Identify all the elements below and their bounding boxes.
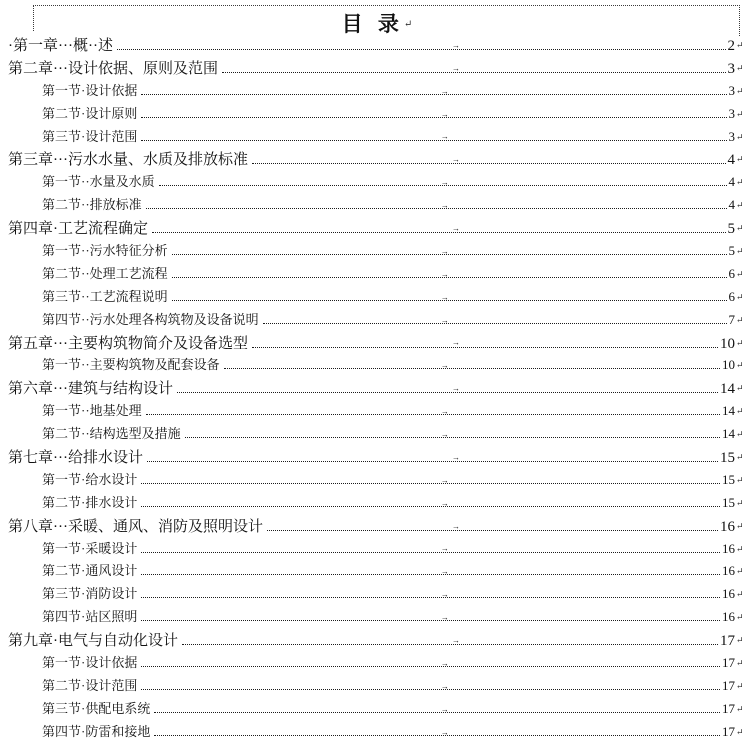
toc-entry-label: 第一节··水量及水质 [42,174,155,190]
paragraph-mark-icon: ↵ [736,612,744,623]
dot-leader [141,620,720,621]
toc-entry-label: 第四节·站区照明 [42,609,138,625]
dot-leader [146,208,727,209]
paragraph-mark-icon: ↵ [736,200,744,211]
toc-entry-label: 第二节··排放标准 [42,197,142,213]
toc-entry[interactable] [8,194,748,217]
toc-entry-label: 第一节·给水设计 [42,471,138,487]
toc-entry[interactable] [8,354,748,377]
dot-leader [252,163,726,164]
toc-entry-page: 17 [722,677,735,693]
tab-mark-icon: → [440,727,449,737]
paragraph-mark-icon: ↵ [736,154,744,165]
paragraph-mark-icon: ↵ [736,566,744,577]
toc-entry-page: 3 [728,82,735,98]
toc-entry-page: 16 [720,518,735,535]
dot-leader [185,437,720,438]
toc-entry-label: 第七章···给排水设计 [8,450,143,467]
paragraph-mark-icon: ↵ [736,726,744,737]
toc-entry-page: 4 [728,174,735,190]
dot-leader [152,232,726,233]
toc-entry-page: 7 [728,311,735,327]
toc-entry[interactable] [8,240,748,263]
paragraph-mark-icon: ↵ [736,451,744,462]
toc-entry[interactable] [8,103,748,126]
paragraph-mark-icon: ↵ [736,703,744,714]
toc-entry[interactable] [8,423,748,446]
toc-entry-label: 第三节··工艺流程说明 [42,288,168,304]
paragraph-mark-icon: ↵ [736,680,744,691]
toc-entry-label: 第九章·电气与自动化设计 [8,633,178,650]
paragraph-mark-icon: ↵ [736,177,744,188]
toc-entry-page: 17 [722,700,735,716]
paragraph-mark-icon: ↵ [736,62,744,73]
toc-entry[interactable] [8,515,748,538]
toc-entry[interactable] [8,80,748,103]
paragraph-mark-icon: ↵ [736,291,744,302]
tab-mark-icon: → [440,498,449,508]
paragraph-mark-icon: ↵ [736,245,744,256]
toc-entry-label: 第一节··地基处理 [42,403,142,419]
toc-entry-page: 10 [720,335,735,352]
dot-leader [141,666,720,667]
dot-leader [141,140,726,141]
dot-leader [141,483,720,484]
tab-mark-icon: → [440,475,449,485]
toc-entry-page: 16 [722,540,735,556]
dot-leader [172,254,727,255]
toc-entry-label: 第八章···采暖、通风、消防及照明设计 [8,518,263,535]
toc-entry-page: 16 [722,586,735,602]
dot-leader [141,689,720,690]
tab-mark-icon: → [440,178,449,188]
tab-mark-icon: → [452,40,460,50]
toc-entry-label: 第四节·防雷和接地 [42,723,151,739]
paragraph-mark-icon: ↵ [736,406,744,417]
tab-mark-icon: → [440,201,449,211]
toc-entry-page: 6 [728,265,735,281]
toc-entry[interactable] [8,721,748,744]
toc-entry-label: 第一节·采暖设计 [42,540,138,556]
tab-mark-icon: → [440,658,449,668]
toc-entry-page: 4 [728,197,735,213]
tab-mark-icon: → [440,613,449,623]
toc-entry-page: 6 [728,288,735,304]
toc-entry[interactable] [8,538,748,561]
toc-entry-page: 15 [720,450,735,467]
paragraph-mark-icon: ↵ [403,19,413,30]
toc-entry-page: 2 [727,38,735,54]
toc-entry-label: 第二节··结构选型及措施 [42,426,181,442]
toc-entry-label: 第二章···设计依据、原则及范围 [8,60,218,77]
toc-entry[interactable] [8,377,748,400]
toc-entry-label: 第二节·设计范围 [42,677,138,693]
toc-entry[interactable] [8,34,748,57]
tab-mark-icon: → [440,246,449,256]
toc-entry-page: 15 [722,494,735,510]
dot-leader [154,712,720,713]
toc-list [8,34,748,744]
dot-leader [154,735,720,736]
toc-entry-label: 第三节·消防设计 [42,586,138,602]
tab-mark-icon: → [440,86,449,96]
toc-entry[interactable] [8,606,748,629]
tab-mark-icon: → [440,430,449,440]
paragraph-mark-icon: ↵ [736,268,744,279]
toc-entry-page: 14 [722,426,735,442]
paragraph-mark-icon: ↵ [736,85,744,96]
toc-entry-label: 第一节··主要构筑物及配套设备 [42,357,220,373]
dot-leader [141,94,726,95]
dot-leader [267,530,718,531]
toc-entry[interactable] [8,126,748,149]
tab-mark-icon: → [440,407,449,417]
dot-leader [182,644,718,645]
toc-entry-label: 第二节·排水设计 [42,494,138,510]
dot-leader [172,277,727,278]
tab-mark-icon: → [440,361,449,371]
toc-entry-label: 第三节·设计范围 [42,128,138,144]
toc-entry[interactable] [8,263,748,286]
dot-leader [177,392,718,393]
paragraph-mark-icon: ↵ [736,223,744,234]
dot-leader [222,72,726,73]
toc-entry-label: 第一节··污水特征分析 [42,243,168,259]
tab-mark-icon: → [440,544,449,554]
dot-leader [147,461,718,462]
toc-entry[interactable] [8,400,748,423]
toc-title: 目 录 [341,12,404,36]
toc-entry[interactable] [8,698,748,721]
toc-entry-page: 14 [722,403,735,419]
paragraph-mark-icon: ↵ [736,657,744,668]
toc-entry-label: 第一节·设计依据 [42,655,138,671]
toc-entry[interactable] [8,171,748,194]
toc-entry[interactable] [8,469,748,492]
paragraph-mark-icon: ↵ [736,543,744,554]
dot-leader [224,368,720,369]
toc-entry-page: 5 [728,243,735,259]
tab-mark-icon: → [452,636,460,646]
paragraph-mark-icon: ↵ [736,131,744,142]
toc-entry[interactable] [8,148,748,171]
tab-mark-icon: → [440,132,449,142]
toc-entry[interactable] [8,57,748,80]
tab-mark-icon: → [440,315,449,325]
tab-mark-icon: → [452,155,460,165]
toc-entry-page: 3 [728,105,735,121]
tab-mark-icon: → [440,681,449,691]
toc-entry-page: 3 [728,128,735,144]
toc-entry-label: 第三节·供配电系统 [42,700,151,716]
toc-entry-label: 第一节·设计依据 [42,82,138,98]
toc-entry-page: 10 [722,357,735,373]
toc-entry[interactable] [8,309,748,332]
toc-entry[interactable] [8,286,748,309]
toc-entry-page: 14 [720,381,735,398]
toc-entry-page: 15 [722,471,735,487]
paragraph-mark-icon: ↵ [736,108,744,119]
dot-leader [141,552,720,553]
dot-leader [141,597,720,598]
tab-mark-icon: → [440,590,449,600]
toc-entry[interactable] [8,332,748,355]
toc-entry[interactable] [8,217,748,240]
toc-entry-label: 第二节··处理工艺流程 [42,265,168,281]
paragraph-mark-icon: ↵ [736,314,744,325]
toc-entry-page: 5 [727,221,735,238]
toc-entry[interactable] [8,560,748,583]
toc-entry-label: 第三章···污水水量、水质及排放标准 [8,152,248,169]
paragraph-mark-icon: ↵ [736,520,744,531]
tab-mark-icon: → [452,338,460,348]
paragraph-mark-icon: ↵ [736,474,744,485]
toc-entry-label: 第四节··污水处理各构筑物及设备说明 [42,311,259,327]
dot-leader [141,574,720,575]
toc-entry[interactable] [8,492,748,515]
dot-leader [117,49,726,50]
toc-entry-label: 第五章···主要构筑物简介及设备选型 [8,335,248,352]
toc-entry-page: 16 [722,563,735,579]
tab-mark-icon: → [452,521,460,531]
tab-mark-icon: → [440,567,449,577]
paragraph-mark-icon: ↵ [736,383,744,394]
toc-entry[interactable] [8,675,748,698]
toc-entry-page: 17 [722,655,735,671]
tab-mark-icon: → [452,63,460,73]
text-boundary-top [33,5,740,6]
toc-entry-label: 第六章···建筑与结构设计 [8,381,173,398]
dot-leader [252,347,718,348]
toc-entry-page: 4 [727,152,735,169]
toc-entry[interactable] [8,652,748,675]
paragraph-mark-icon: ↵ [736,635,744,646]
dot-leader [141,506,720,507]
tab-mark-icon: → [440,704,449,714]
paragraph-mark-icon: ↵ [736,337,744,348]
toc-entry-page: 3 [727,60,735,77]
tab-mark-icon: → [440,292,449,302]
paragraph-mark-icon: ↵ [736,589,744,600]
toc-entry[interactable] [8,629,748,652]
toc-entry-label: 第二节·通风设计 [42,563,138,579]
toc-entry-label: ·第一章···概··述 [8,38,113,54]
toc-entry-page: 16 [722,609,735,625]
tab-mark-icon: → [452,224,460,234]
dot-leader [263,323,727,324]
paragraph-mark-icon: ↵ [736,360,744,371]
toc-entry-page: 17 [722,723,735,739]
toc-entry-page: 17 [720,633,735,650]
tab-mark-icon: → [452,384,460,394]
tab-mark-icon: → [452,452,460,462]
toc-entry-label: 第四章·工艺流程确定 [8,221,148,238]
toc-entry[interactable] [8,446,748,469]
toc-entry-label: 第二节·设计原则 [42,105,138,121]
tab-mark-icon: → [440,269,449,279]
paragraph-mark-icon: ↵ [736,429,744,440]
dot-leader [141,117,726,118]
dot-leader [146,414,720,415]
dot-leader [172,300,727,301]
toc-entry[interactable] [8,583,748,606]
tab-mark-icon: → [440,109,449,119]
paragraph-mark-icon: ↵ [736,497,744,508]
paragraph-mark-icon: ↵ [736,39,744,50]
